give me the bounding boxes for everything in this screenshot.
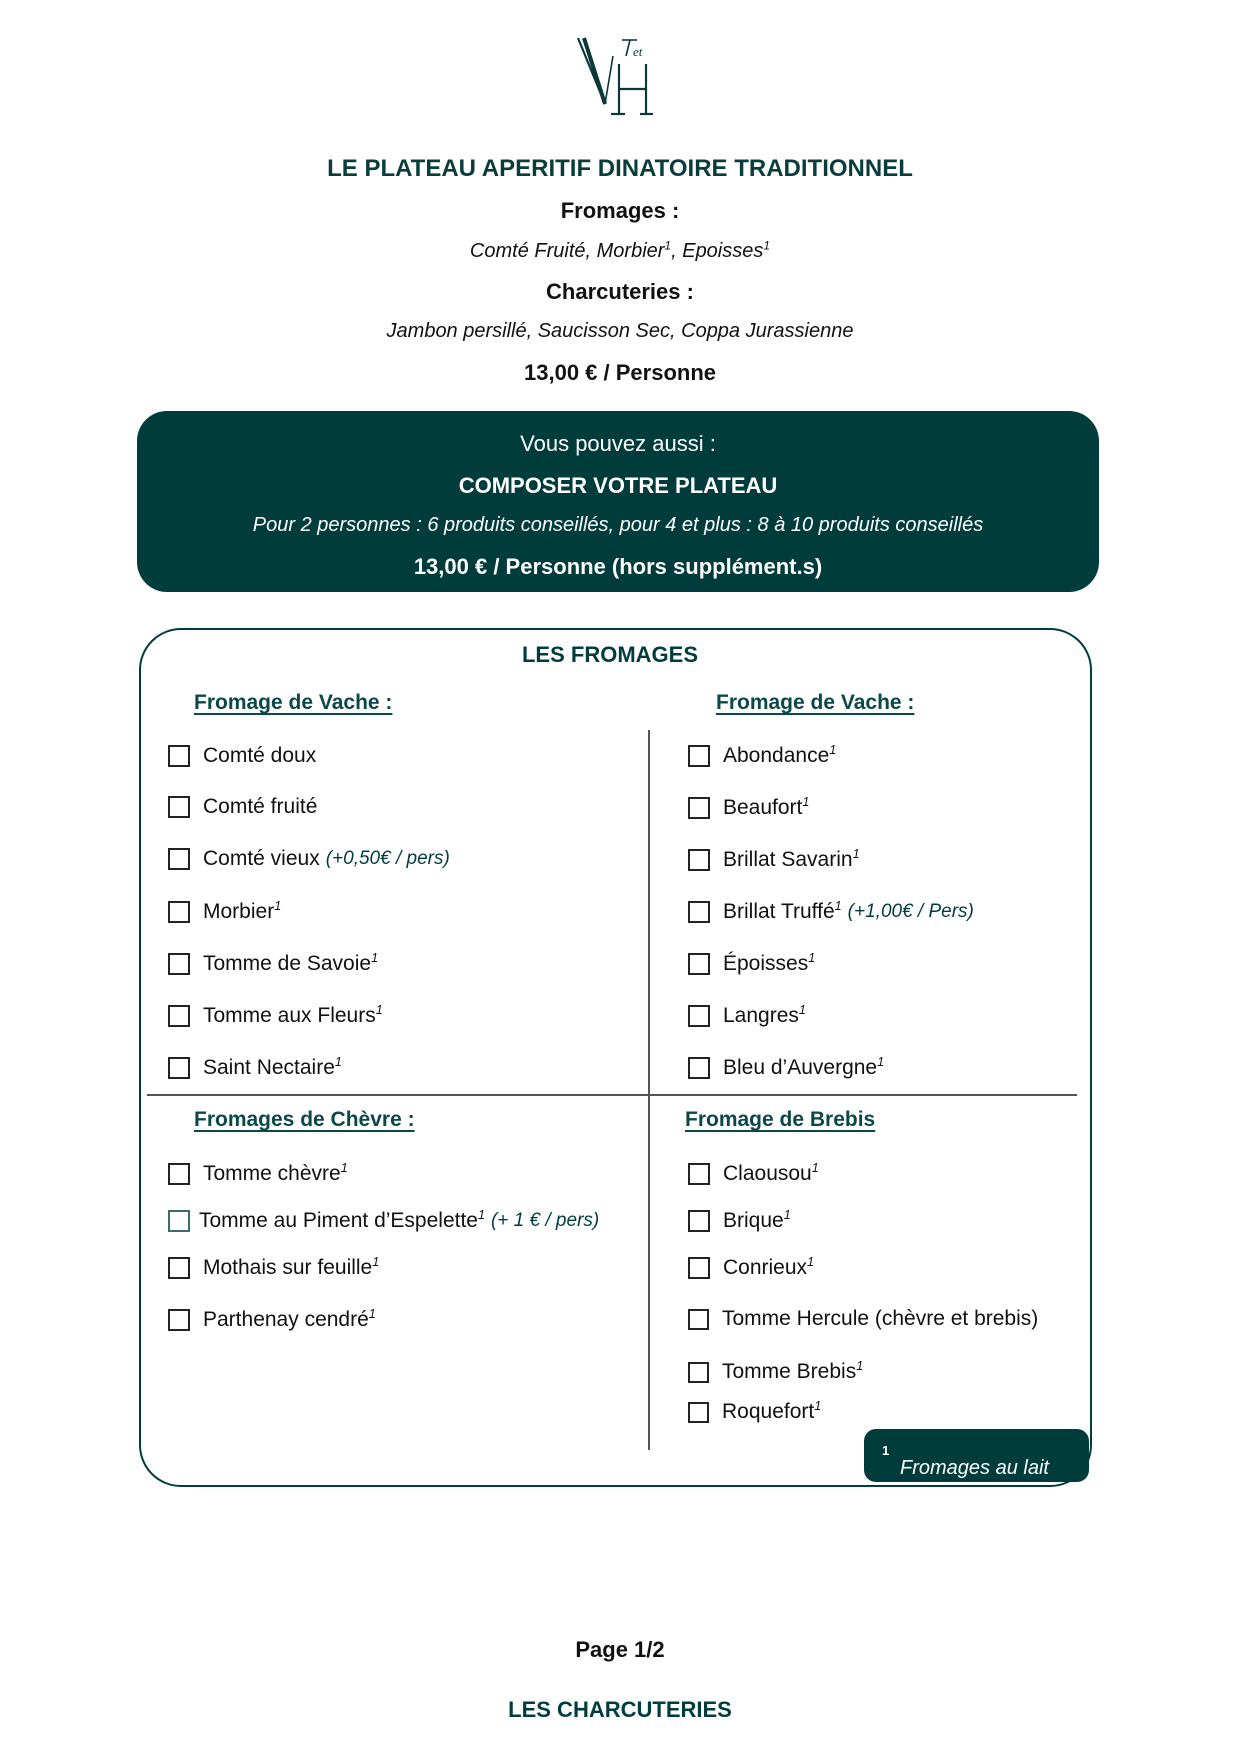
brebis-heading: Fromage de Brebis xyxy=(685,1108,876,1131)
checkbox[interactable] xyxy=(688,797,710,819)
vh-logo xyxy=(575,34,675,118)
row-divider xyxy=(147,1094,1077,1096)
cheese-option[interactable]: Tomme chèvre$^1$ xyxy=(168,1159,348,1189)
checkbox[interactable] xyxy=(688,1005,710,1027)
cheese-option[interactable]: Bleu d’Auvergne$^1$ xyxy=(688,1053,884,1083)
fromages-heading: Fromages : xyxy=(560,198,680,223)
checkbox[interactable] xyxy=(168,745,190,767)
cheese-option[interactable]: Comté vieux (+0,50€ / pers) xyxy=(168,844,450,874)
checkbox[interactable] xyxy=(688,953,710,975)
column-divider xyxy=(648,730,650,1450)
cheese-option[interactable]: Époisses$^1$ xyxy=(688,949,815,979)
fromages-title: LES FROMAGES xyxy=(521,642,698,667)
cheese-option[interactable]: Saint Nectaire$^1$ xyxy=(168,1053,342,1083)
cheese-option[interactable]: Parthenay cendré$^1$ xyxy=(168,1305,376,1335)
checkbox[interactable] xyxy=(168,1163,190,1185)
page-number: Page 1/2 xyxy=(575,1637,665,1662)
promo-line2: COMPOSER VOTRE PLATEAU xyxy=(458,473,778,498)
checkbox[interactable] xyxy=(168,1057,190,1079)
compose-plateau-banner xyxy=(137,411,1099,592)
checkbox[interactable] xyxy=(168,1005,190,1027)
checkbox[interactable] xyxy=(168,1210,190,1232)
supplement-note: (+1,00€ / Pers) xyxy=(847,901,974,922)
checkbox[interactable] xyxy=(688,745,710,767)
checkbox[interactable] xyxy=(168,953,190,975)
cheese-option[interactable]: Tomme aux Fleurs$^1$ xyxy=(168,1001,383,1031)
checkbox[interactable] xyxy=(688,1309,709,1330)
next-section-title: LES CHARCUTERIES xyxy=(508,1697,732,1722)
vache-right-heading: Fromage de Vache : xyxy=(716,691,915,714)
checkbox[interactable] xyxy=(688,901,710,923)
cheese-option[interactable]: Comté fruité xyxy=(168,792,317,822)
supplement-note: (+0,50€ / pers) xyxy=(325,848,450,869)
checkbox[interactable] xyxy=(688,1057,710,1079)
plateau-price: 13,00 € / Personne xyxy=(524,360,716,385)
checkbox[interactable] xyxy=(168,1257,190,1279)
checkbox[interactable] xyxy=(688,1163,710,1185)
cheese-option[interactable]: Brique$^1$ xyxy=(688,1206,791,1236)
cheese-option[interactable]: Mothais sur feuille$^1$ xyxy=(168,1253,379,1283)
checkbox[interactable] xyxy=(688,1402,709,1423)
cheese-option[interactable]: Morbier$^1$ xyxy=(168,897,281,927)
cheese-option[interactable]: Langres$^1$ xyxy=(688,1001,806,1031)
cheese-option[interactable]: Roquefort$^1$ xyxy=(688,1397,821,1427)
promo-line4: 13,00 € / Personne (hors supplément.s) xyxy=(413,554,823,579)
supplement-note: (+ 1 € / pers) xyxy=(490,1210,600,1231)
logo-et: et xyxy=(633,44,643,59)
checkbox[interactable] xyxy=(688,1210,710,1232)
cheese-option[interactable]: Claousou$^1$ xyxy=(688,1159,819,1189)
cheese-option[interactable]: Tomme de Savoie$^1$ xyxy=(168,949,378,979)
fromages-list: Comté Fruité, Morbier$^1$, Epoisses$^1$ xyxy=(469,238,771,262)
checkbox[interactable] xyxy=(168,1309,190,1331)
checkbox[interactable] xyxy=(168,848,190,870)
cheese-option[interactable]: Abondance$^1$ xyxy=(688,741,836,771)
vache-left-heading: Fromage de Vache : xyxy=(194,691,393,714)
charcuteries-heading: Charcuteries : xyxy=(546,279,694,304)
cheese-option[interactable]: Brillat Savarin$^1$ xyxy=(688,845,860,875)
chevre-heading: Fromages de Chèvre : xyxy=(194,1108,415,1131)
cheese-option[interactable]: Conrieux$^1$ xyxy=(688,1253,814,1283)
footnote-badge: $^1$ Fromages au lait xyxy=(864,1429,1089,1482)
cheese-option[interactable]: Brillat Truffé$^1$ (+1,00€ / Pers) xyxy=(688,897,974,927)
promo-line3: Pour 2 personnes : 6 produits conseillés, pour 4 et plus : 8 à 10 produits conseillés xyxy=(252,514,984,536)
checkbox[interactable] xyxy=(688,1362,709,1383)
cheese-option[interactable]: Tomme au Piment d’Espelette$^1$ (+ 1 € / pers) xyxy=(168,1206,599,1236)
promo-line1: Vous pouvez aussi : xyxy=(520,431,716,456)
charcuteries-list: Jambon persillé, Saucisson Sec, Coppa Jurassienne xyxy=(386,320,854,342)
cheese-option[interactable]: Tomme Brebis$^1$ xyxy=(688,1357,863,1387)
checkbox[interactable] xyxy=(688,1257,710,1279)
cheese-option[interactable]: Comté doux xyxy=(168,741,316,771)
plateau-title: LE PLATEAU APERITIF DINATOIRE TRADITIONNEL xyxy=(327,155,913,182)
checkbox[interactable] xyxy=(168,796,190,818)
checkbox[interactable] xyxy=(168,901,190,923)
checkbox[interactable] xyxy=(688,849,710,871)
cheese-option[interactable]: Tomme Hercule (chèvre et brebis) xyxy=(688,1304,1038,1334)
cheese-option[interactable]: Beaufort$^1$ xyxy=(688,793,809,823)
